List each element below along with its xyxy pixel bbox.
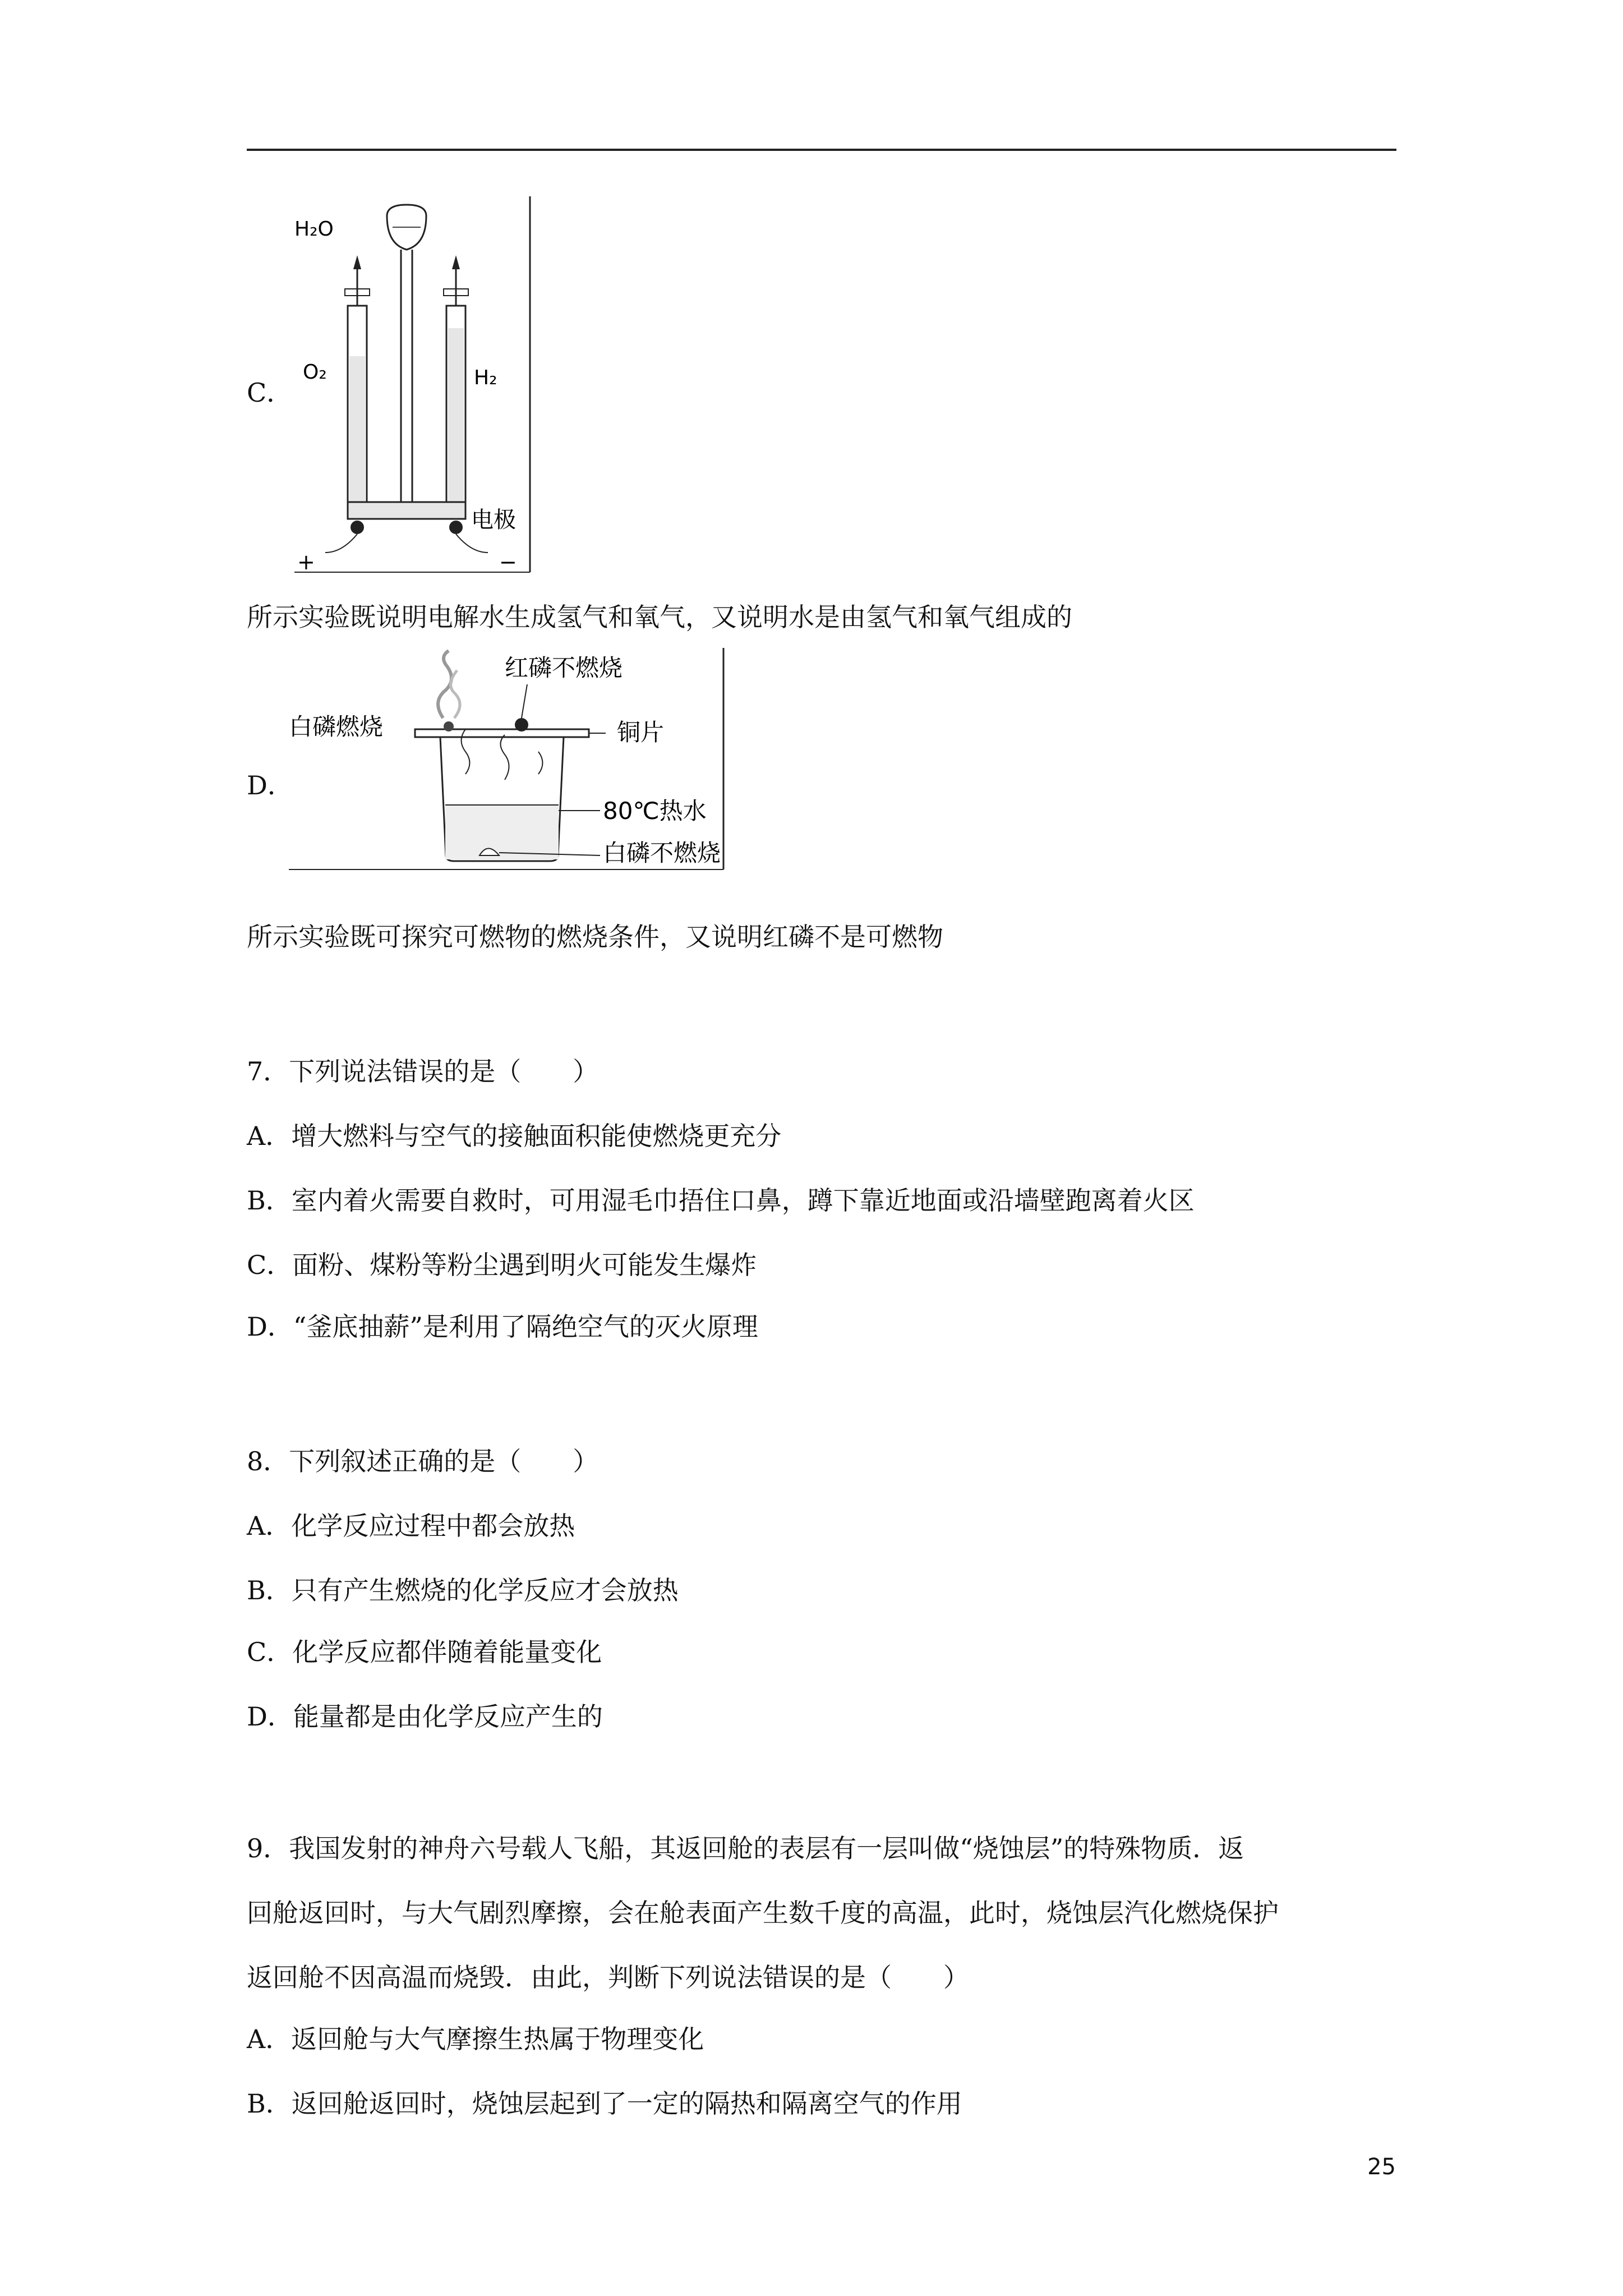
option-c-caption: 所示实验既说明电解水生成氢气和氧气，又说明水是由氢气和氧气组成的 — [247, 602, 1072, 632]
option-d-label: D． — [247, 770, 293, 800]
question-9-stem-line-2: 回舱返回时，与大气剧烈摩擦，会在舱表面产生数千度的高温，此时，烧蚀层汽化燃烧保护 — [247, 1898, 1279, 1928]
question-8-stem: 8．下列叙述正确的是（ ） — [247, 1446, 599, 1476]
electrode-label: 电极 — [471, 507, 516, 533]
question-9-option-a: A．返回舱与大气摩擦生热属于物理变化 — [247, 2024, 704, 2054]
question-7-option-d: D．“釜底抽薪”是利用了隔绝空气的灭火原理 — [247, 1312, 758, 1342]
combustion-figure — [286, 645, 735, 875]
hot-water-label: 80℃热水 — [603, 797, 707, 825]
question-7-stem: 7．下列说法错误的是（ ） — [247, 1056, 599, 1087]
question-9-option-b: B．返回舱返回时，烧蚀层起到了一定的隔热和隔离空气的作用 — [247, 2088, 962, 2119]
minus-terminal-label: − — [499, 550, 517, 574]
red-phosphorus-label: 红磷不燃烧 — [505, 654, 623, 682]
combustion-diagram — [286, 645, 735, 875]
h2-label: H₂ — [474, 366, 497, 389]
o2-label: O₂ — [303, 361, 327, 384]
option-c-label: C． — [247, 378, 293, 408]
question-8-option-c: C．化学反应都伴随着能量变化 — [247, 1637, 602, 1667]
question-9-stem-line-3: 返回舱不因高温而烧毁．由此，判断下列说法错误的是（ ） — [247, 1962, 969, 1993]
question-7-option-a: A．增大燃料与空气的接触面积能使燃烧更充分 — [247, 1121, 782, 1151]
electrolysis-figure — [292, 194, 538, 575]
header-rule — [247, 149, 1396, 151]
h2o-label: H₂O — [294, 218, 334, 241]
question-8-option-a: A．化学反应过程中都会放热 — [247, 1511, 575, 1541]
white-phosphorus-burning-label: 白磷燃烧 — [289, 713, 384, 740]
question-7-option-b: B．室内着火需要自救时，可用湿毛巾捂住口鼻，蹲下靠近地面或沿墙壁跑离着火区 — [247, 1185, 1195, 1216]
option-d-caption: 所示实验既可探究可燃物的燃烧条件，又说明红磷不是可燃物 — [247, 922, 943, 952]
question-8-option-d: D．能量都是由化学反应产生的 — [247, 1701, 603, 1732]
question-7-option-c: C．面粉、煤粉等粉尘遇到明火可能发生爆炸 — [247, 1250, 757, 1280]
question-9-stem-line-1: 9．我国发射的神舟六号载人飞船，其返回舱的表层有一层叫做“烧蚀层”的特殊物质．返 — [247, 1833, 1244, 1864]
question-8-option-b: B．只有产生燃烧的化学反应才会放热 — [247, 1575, 679, 1605]
white-phosphorus-water-label: 白磷不燃烧 — [603, 839, 721, 867]
page-number: 25 — [1367, 2154, 1396, 2180]
electrolysis-diagram — [292, 194, 538, 575]
plus-terminal-label: + — [297, 550, 315, 574]
copper-plate-label: 铜片 — [617, 719, 665, 746]
